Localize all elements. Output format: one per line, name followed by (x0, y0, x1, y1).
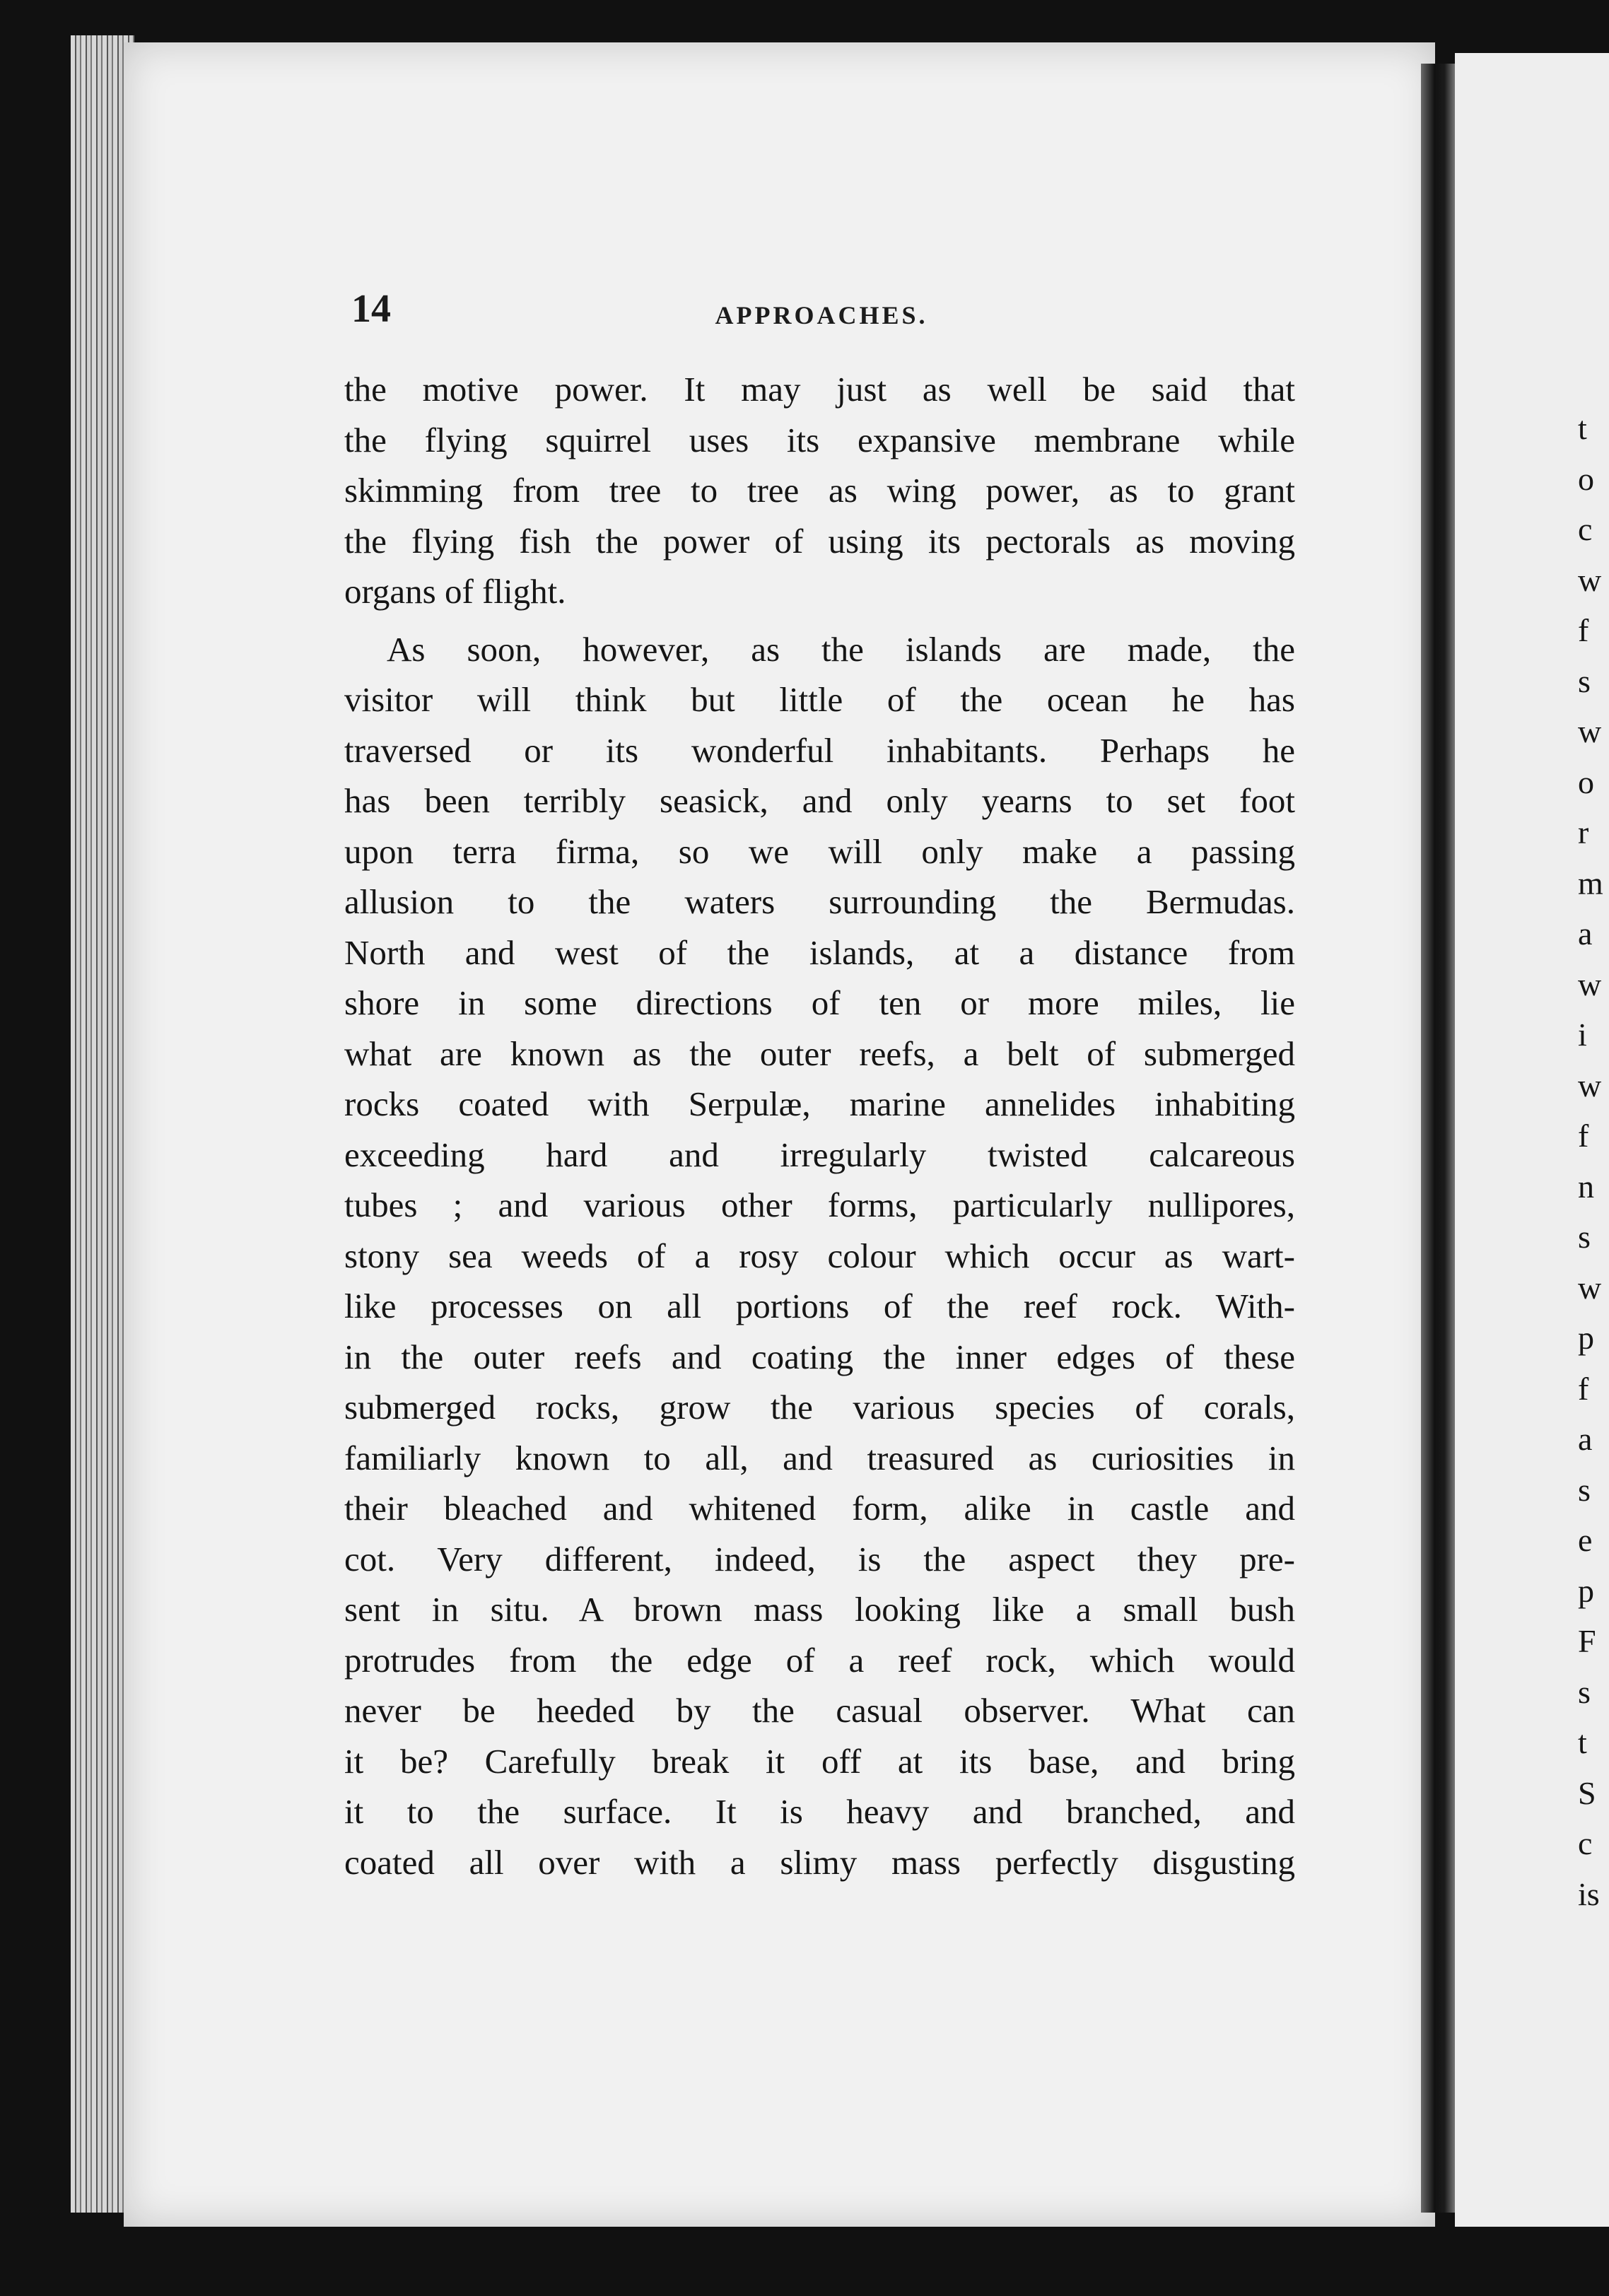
text-line: stony sea weeds of a rosy colour which occur as wart- (344, 1236, 1295, 1275)
text-line: tubes ; and various other forms, particularly nullipores, (344, 1185, 1295, 1224)
text-line: the flying squirrel uses its expansive membrane while (344, 420, 1295, 459)
text-line: protrudes from the edge of a reef rock, which would (344, 1640, 1295, 1680)
text-line: it to the surface. It is heavy and branched, and (344, 1792, 1295, 1831)
fragment: s (1578, 1673, 1591, 1710)
text-line: has been terribly seasick, and only yearns to set foot (344, 781, 1295, 820)
page-number: 14 (351, 287, 391, 331)
fragment: t (1578, 1724, 1587, 1760)
fragment: w (1578, 1067, 1602, 1103)
body-text (344, 364, 1295, 1887)
fragment: w (1578, 966, 1602, 1002)
text-line: North and west of the islands, at a distance from (344, 932, 1295, 972)
text-line: it be? Carefully break it off at its base, and bring (344, 1741, 1295, 1781)
fragment: w (1578, 1269, 1602, 1306)
text-line: rocks coated with Serpulæ, marine annelides inhabiting (344, 1084, 1295, 1123)
fragment: f (1578, 1370, 1589, 1407)
text-line: coated all over with a slimy mass perfectly disgusting (344, 1842, 1295, 1882)
book-gutter (1421, 64, 1455, 2213)
running-head: APPROACHES. (715, 301, 928, 329)
fragment: m (1578, 865, 1603, 901)
text-line: traversed or its wonderful inhabitants. Perhaps he (344, 730, 1295, 770)
fragment: F (1578, 1623, 1596, 1659)
fragment: s (1578, 1219, 1591, 1255)
text-line: organs of flight. (344, 572, 566, 611)
fragment: s (1578, 1471, 1591, 1508)
fragment: c (1578, 1825, 1593, 1861)
text-line: the flying fish the power of using its pectorals as moving (344, 521, 1295, 561)
text-line: allusion to the waters surrounding the Bermudas. (344, 882, 1295, 921)
facing-page-fragments (1578, 403, 1609, 1919)
fragment: f (1578, 612, 1589, 648)
text-line: cot. Very different, indeed, is the aspect they pre- (344, 1539, 1295, 1578)
text-line: like processes on all portions of the reef rock. With- (344, 1287, 1295, 1325)
text-line: sent in situ. A brown mass looking like a small bush (344, 1590, 1295, 1629)
fragment: S (1578, 1774, 1596, 1811)
text-line: upon terra firma, so we will only make a passing (344, 831, 1295, 871)
fragment: w (1578, 713, 1602, 749)
fragment: t (1578, 410, 1587, 446)
fragment: o (1578, 460, 1594, 497)
fragment: is (1578, 1875, 1600, 1912)
text-line: visitor will think but little of the ocean he has (344, 680, 1295, 719)
text-line: in the outer reefs and coating the inner edges of these (344, 1337, 1295, 1376)
text-line: the motive power. It may just as well be said that (344, 370, 1295, 409)
text-line: never be heeded by the casual observer. What can (344, 1691, 1295, 1730)
fragment: n (1578, 1168, 1594, 1205)
fragment: p (1578, 1320, 1594, 1356)
fragment: f (1578, 1118, 1589, 1154)
fragment: w (1578, 561, 1602, 598)
fragment: p (1578, 1572, 1594, 1609)
page-header (351, 286, 1292, 343)
text-line: As soon, however, as the islands are made, the (387, 629, 1295, 669)
fragment: e (1578, 1522, 1593, 1558)
fragment: c (1578, 511, 1593, 547)
text-line: their bleached and whitened form, alike in castle and (344, 1489, 1295, 1528)
fragment: s (1578, 662, 1591, 699)
fragment: a (1578, 915, 1593, 951)
text-line: submerged rocks, grow the various species of corals, (344, 1388, 1295, 1427)
fragment: r (1578, 814, 1589, 850)
text-line: familiarly known to all, and treasured as curiosities in (344, 1438, 1295, 1477)
fragment: a (1578, 1421, 1593, 1457)
fragment: i (1578, 1017, 1587, 1053)
text-line: what are known as the outer reefs, a belt of submerged (344, 1033, 1295, 1073)
text-line: shore in some directions of ten or more miles, lie (344, 983, 1295, 1022)
text-line: exceeding hard and irregularly twisted calcareous (344, 1135, 1295, 1174)
fragment: o (1578, 763, 1594, 800)
text-line: skimming from tree to tree as wing power, as to grant (344, 471, 1295, 510)
